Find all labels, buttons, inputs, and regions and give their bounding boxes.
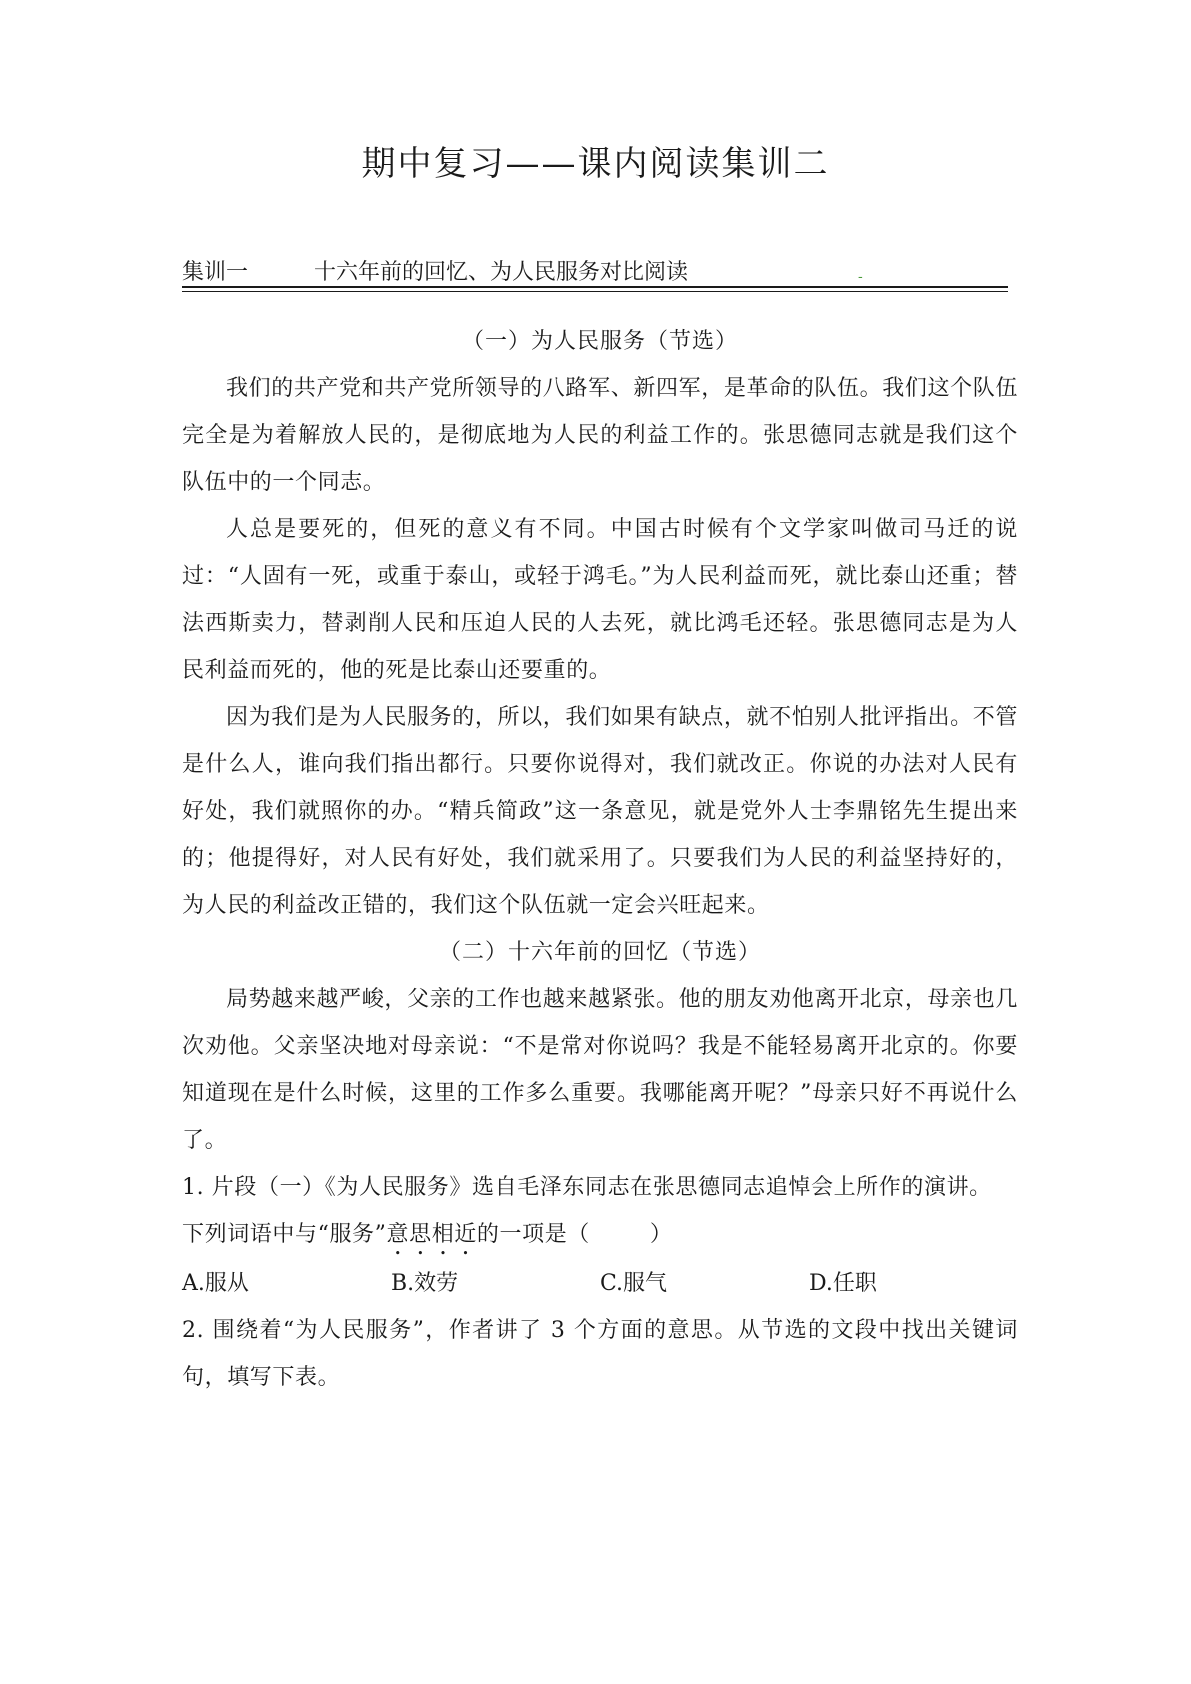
document-body — [182, 318, 1018, 1401]
section-topic: 十六年前的回忆、为人民服务对比阅读 — [314, 260, 689, 285]
passage1-paragraph: 人总是要死的，但死的意义有不同。中国古时候有个文学家叫做司马迁的说过：“人固有一死，或重于泰山，或轻于鸿毛。”为人民利益而死，就比泰山还重；替法西斯卖力，替剥削人民和压迫人民的人去死，就比鸿毛还轻。张思德同志是为人民利益而死的，他的死是比泰山还要重的。 — [182, 517, 1018, 683]
question-1-suffix: 的一项是（ — [476, 1222, 590, 1247]
passage1-paragraph: 因为我们是为人民服务的，所以，我们如果有缺点，就不怕别人批评指出。不管是什么人，谁向我们指出都行。只要你说得对，我们就改正。你说的办法对人民有好处，我们就照你的办。“精兵简政”这一条意见，就是党外人士李鼎铭先生提出来的；他提得好，对人民有好处，我们就采用了。只要我们为人民的利益坚持好的，为人民的利益改正错的，我们这个队伍就一定会兴旺起来。 — [182, 705, 1018, 918]
section-label: 集训一 — [182, 260, 249, 285]
page-title: 期中复习——课内阅读集训二 — [361, 144, 830, 184]
question-1-close: ） — [649, 1222, 673, 1247]
section-mark: - — [858, 269, 863, 285]
question-1-line1: 1. 片段（一）《为人民服务》选自毛泽东同志在张思德同志追悼会上所作的演讲。 — [182, 1175, 992, 1200]
option-a[interactable]: A.服从 — [182, 1271, 249, 1296]
question-1-options — [182, 1260, 1018, 1307]
passage1-paragraph: 我们的共产党和共产党所领导的八路军、新四军，是革命的队伍。我们这个队伍完全是为着解放人民的，是彻底地为人民的利益工作的。张思德同志就是我们这个队伍中的一个同志。 — [182, 376, 1018, 495]
option-d[interactable]: D.任职 — [809, 1271, 877, 1296]
question-1-line2 — [182, 1211, 1018, 1260]
header-rule-thin — [182, 291, 1008, 292]
option-b[interactable]: B.效劳 — [391, 1271, 459, 1296]
header-rule-thick — [182, 286, 1008, 288]
passage2-paragraph: 局势越来越严峻，父亲的工作也越来越紧张。他的朋友劝他离开北京，母亲也几次劝他。父亲坚决地对母亲说：“不是常对你说吗？我是不能轻易离开北京的。你要知道现在是什么时候，这里的工作多么重要。我哪能离开呢？”母亲只好不再说什么了。 — [182, 987, 1018, 1153]
passage2-heading: （二）十六年前的回忆（节选） — [438, 940, 761, 965]
section-header — [182, 258, 1008, 288]
question-1-prefix: 下列词语中与“服务” — [182, 1222, 387, 1247]
option-c[interactable]: C.服气 — [600, 1271, 668, 1296]
question-2: 2. 围绕着“为人民服务”，作者讲了 3 个方面的意思。从节选的文段中找出关键词句，填写下表。 — [182, 1318, 1018, 1390]
question-1-emphasis: 意思相近 — [386, 1222, 477, 1247]
passage1-heading: （一）为人民服务（节选） — [461, 329, 738, 354]
